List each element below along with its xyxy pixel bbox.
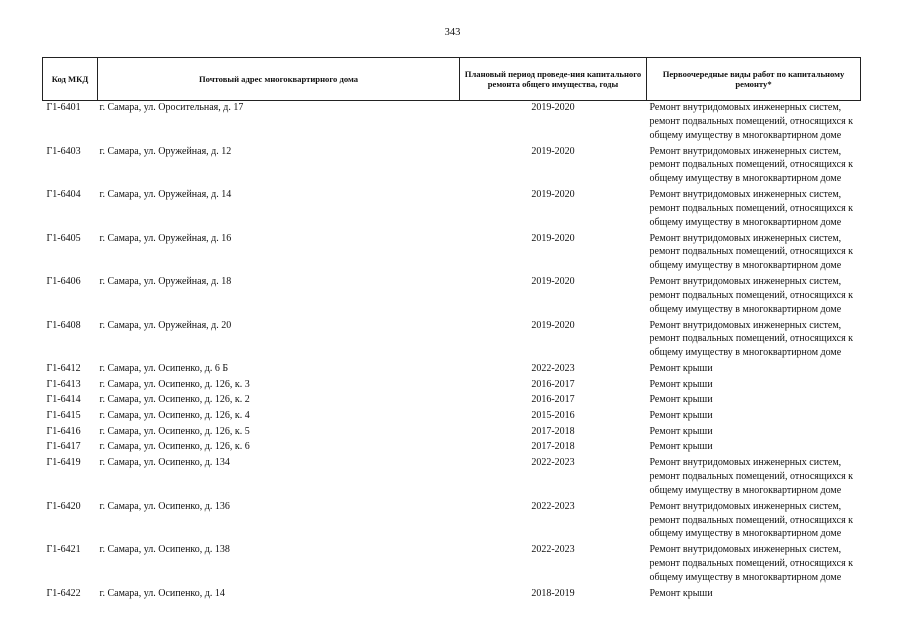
works-cell [647,456,861,500]
table-row [43,440,861,456]
repair-schedule-table [42,57,861,602]
works-line: Ремонт внутридомовых инженерных систем, [649,276,842,287]
repair-schedule-table-container [42,57,860,602]
works-line: общему имуществу в многоквартирном доме [649,216,842,228]
code-cell: Г1-6414 [46,394,81,406]
works-line: общему имуществу в многоквартирном доме [649,129,842,141]
page-number: 343 [444,27,461,38]
period-cell: 2022-2023 [531,500,575,512]
table-row [43,378,861,394]
code-cell: Г1-6403 [46,145,81,157]
address-cell: г. Самара, ул. Оросительная, д. 17 [99,102,244,113]
address-cell: г. Самара, ул. Осипенко, д. 126, к. 6 [99,441,250,453]
works-line: общему имуществу в многоквартирном доме [649,303,842,315]
header-code: Код МКД [43,58,98,101]
works-line: Ремонт внутридомовых инженерных систем, [649,102,842,113]
address-cell: г. Самара, ул. Оружейная, д. 20 [99,319,232,331]
period-cell: 2022-2023 [531,457,575,469]
table-row [43,409,861,425]
code-cell: Г1-6413 [46,378,81,390]
address-cell: г. Самара, ул. Осипенко, д. 134 [99,457,230,469]
period-cell: 2019-2020 [531,276,575,287]
period-cell: 2016-2017 [531,394,575,406]
address-cell: г. Самара, ул. Осипенко, д. 136 [99,500,230,512]
address-cell: г. Самара, ул. Осипенко, д. 126, к. 5 [99,425,250,437]
works-line: общему имуществу в многоквартирном доме [649,173,842,185]
period-cell: 2017-2018 [531,425,575,437]
table-row [43,587,861,603]
works-line: Ремонт внутридомовых инженерных систем, [649,145,842,157]
period-cell: 2022-2023 [531,544,575,556]
table-row [43,188,861,232]
code-cell: Г1-6401 [46,102,81,113]
address-cell: г. Самара, ул. Осипенко, д. 6 Б [99,363,229,374]
works-cell [647,425,861,441]
works-cell [647,543,861,587]
works-cell [647,378,861,394]
table-row [43,232,861,276]
works-line: Ремонт внутридомовых инженерных систем, [649,319,842,331]
address-cell: г. Самара, ул. Оружейная, д. 16 [99,232,232,244]
table-row [43,456,861,500]
period-cell: 2019-2020 [531,189,575,200]
period-cell: 2019-2020 [531,319,575,331]
works-line: ремонт подвальных помещений, относящихся к [649,159,854,171]
period-cell: 2019-2020 [531,102,575,113]
works-line: Ремонт внутридомовых инженерных систем, [649,544,842,556]
works-cell [647,587,861,603]
works-cell [647,101,861,145]
works-line: общему имуществу в многоквартирном доме [649,484,842,496]
code-cell: Г1-6415 [46,410,81,422]
header-works: Первоочередные виды работ по капитальному ремонту* [647,58,861,101]
period-cell: 2015-2016 [531,410,575,422]
table-row [43,101,861,145]
works-line: ремонт подвальных помещений, относящихся к [649,558,854,570]
header-row [43,58,861,101]
works-cell [647,362,861,378]
works-line: ремонт подвальных помещений, относящихся к [649,333,854,345]
works-line: Ремонт крыши [649,410,713,422]
period-cell: 2019-2020 [531,232,575,244]
table-row [43,425,861,441]
header-period: Плановый период проведе-ния капитального ремонта общего имущества, годы [460,58,647,101]
table-row [43,319,861,363]
table-row [43,362,861,378]
works-line: Ремонт крыши [649,441,713,453]
works-line: ремонт подвальных помещений, относящихся к [649,202,854,214]
address-cell: г. Самара, ул. Осипенко, д. 126, к. 2 [99,394,250,406]
works-cell [647,319,861,363]
table-header [43,58,861,101]
works-line: Ремонт внутридомовых инженерных систем, [649,232,842,244]
period-cell: 2016-2017 [531,378,575,390]
works-line: Ремонт крыши [649,363,713,374]
works-cell [647,500,861,544]
works-line: Ремонт внутридомовых инженерных систем, [649,457,842,469]
address-cell: г. Самара, ул. Оружейная, д. 12 [99,145,232,157]
code-cell: Г1-6406 [46,276,81,287]
code-cell: Г1-6416 [46,425,81,437]
works-line: общему имуществу в многоквартирном доме [649,571,842,583]
works-cell [647,393,861,409]
works-cell [647,275,861,319]
works-cell [647,232,861,276]
period-cell: 2017-2018 [531,441,575,453]
works-cell [647,145,861,189]
table-row [43,500,861,544]
code-cell: Г1-6404 [46,189,81,200]
period-cell: 2022-2023 [531,363,575,374]
address-cell: г. Самара, ул. Осипенко, д. 14 [99,587,225,599]
works-line: ремонт подвальных помещений, относящихся к [649,514,854,526]
works-line: Ремонт внутридомовых инженерных систем, [649,189,842,200]
works-cell [647,409,861,425]
table-row [43,393,861,409]
code-cell: Г1-6422 [46,587,81,599]
works-line: ремонт подвальных помещений, относящихся к [649,246,854,258]
code-cell: Г1-6419 [46,457,81,469]
works-cell [647,440,861,456]
works-line: ремонт подвальных помещений, относящихся к [649,289,854,301]
header-address: Почтовый адрес многоквартирного дома [98,58,460,101]
code-cell: Г1-6417 [46,441,81,453]
table-row [43,543,861,587]
code-cell: Г1-6421 [46,544,81,556]
address-cell: г. Самара, ул. Оружейная, д. 14 [99,189,232,200]
works-line: Ремонт крыши [649,394,713,406]
works-line: общему имуществу в многоквартирном доме [649,347,842,359]
address-cell: г. Самара, ул. Осипенко, д. 126, к. 4 [99,410,250,422]
works-line: Ремонт крыши [649,378,713,390]
works-line: Ремонт крыши [649,587,713,599]
address-cell: г. Самара, ул. Оружейная, д. 18 [99,276,232,287]
code-cell: Г1-6408 [46,319,81,331]
works-line: Ремонт крыши [649,425,713,437]
code-cell: Г1-6420 [46,500,81,512]
code-cell: Г1-6405 [46,232,81,244]
address-cell: г. Самара, ул. Осипенко, д. 126, к. 3 [99,378,250,390]
works-line: общему имуществу в многоквартирном доме [649,260,842,272]
works-line: ремонт подвальных помещений, относящихся к [649,115,854,127]
period-cell: 2018-2019 [531,587,575,599]
code-cell: Г1-6412 [46,363,81,374]
works-line: ремонт подвальных помещений, относящихся к [649,471,854,483]
works-cell [647,188,861,232]
works-line: Ремонт внутридомовых инженерных систем, [649,500,842,512]
works-line: общему имуществу в многоквартирном доме [649,528,842,540]
table-body [43,101,861,603]
table-row [43,275,861,319]
address-cell: г. Самара, ул. Осипенко, д. 138 [99,544,230,556]
table-row [43,145,861,189]
period-cell: 2019-2020 [531,145,575,157]
